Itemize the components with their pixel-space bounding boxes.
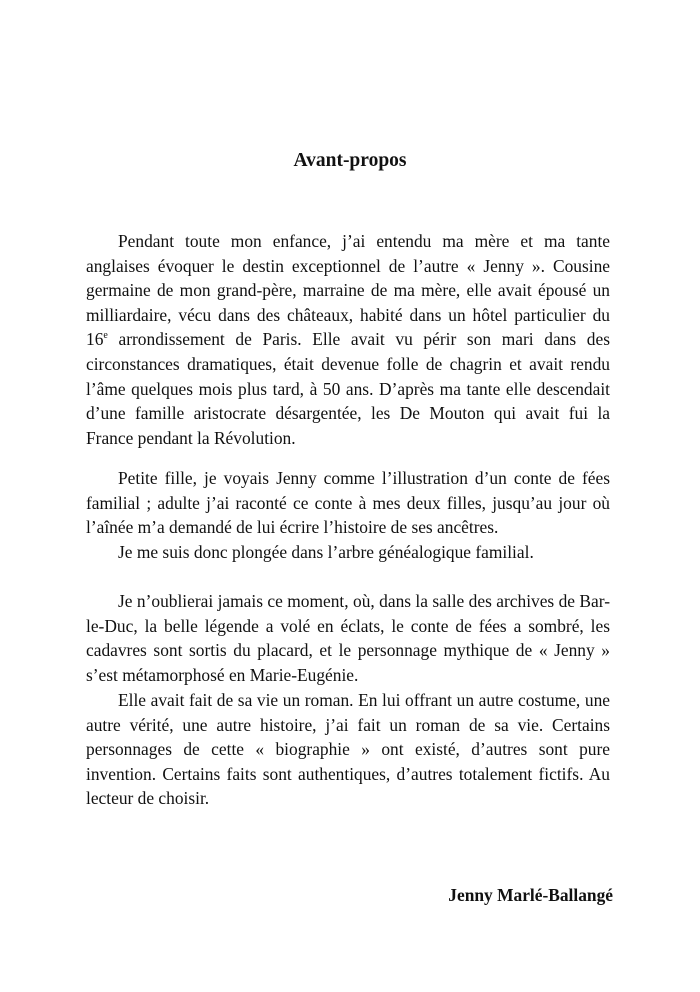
author-signature: Jenny Marlé-Ballangé (448, 885, 613, 905)
paragraph-2-text: Petite fille, je voyais Jenny comme l’illustration d’un conte de fées familial ; adulte j’ai raconté ce conte à mes deux filles, jusqu’au jour où l’aînée m’a demandé de lui écrire l’histoire de ses ancêtres. (86, 468, 610, 538)
paragraph-3-text: Je n’oublierai jamais ce moment, où, dans la salle des archives de Bar-le-Duc, la belle légende a volé en éclats, le conte de fées a sombré, les cadavres sont sortis du placard, et le personnage mythique de « Jenny » s’est métamorphosé en Marie-Eugénie. (86, 591, 610, 685)
paragraph-1-part-b: arrondissement de Paris. Elle avait vu périr son mari dans des circonstances dramatiques, était devenue folle de chagrin et avait rendu l’âme quelques mois plus tard, à 50 ans. D’après ma tante elle descendait d’une famille aristocrate désargentée, les De Mouton qui avait fui la France pendant la Révolution. (86, 329, 610, 448)
page-title: Avant-propos (293, 150, 407, 171)
paragraph-4-text: Elle avait fait de sa vie un roman. En lui offrant un autre costume, une autre vérité, une autre histoire, j’ai fait un roman de sa vie. Certains personnages de cette « biographie » ont existé, d’autres sont pure invention. Certains faits sont authentiques, d’autres totalement fictifs. Au lecteur de choisir. (86, 690, 610, 809)
paragraph-1-text (86, 229, 610, 450)
paragraph-1-part-a: Pendant toute mon enfance, j’ai entendu ma mère et ma tante anglaises évoquer le destin exceptionnel de l’autre « Jenny ». Cousine germaine de mon grand-père, marraine de ma mère, elle avait épousé un milliardaire, vécu dans des châteaux, habité dans un hôtel particulier du 16 (86, 231, 610, 350)
paragraph-4 (86, 688, 610, 811)
paragraph-2b-text: Je me suis donc plongée dans l’arbre généalogique familial. (118, 541, 534, 562)
paragraph-2 (86, 466, 610, 564)
paragraph-1 (86, 229, 610, 450)
paragraph-3 (86, 589, 610, 687)
ordinal-superscript: e (103, 330, 108, 342)
